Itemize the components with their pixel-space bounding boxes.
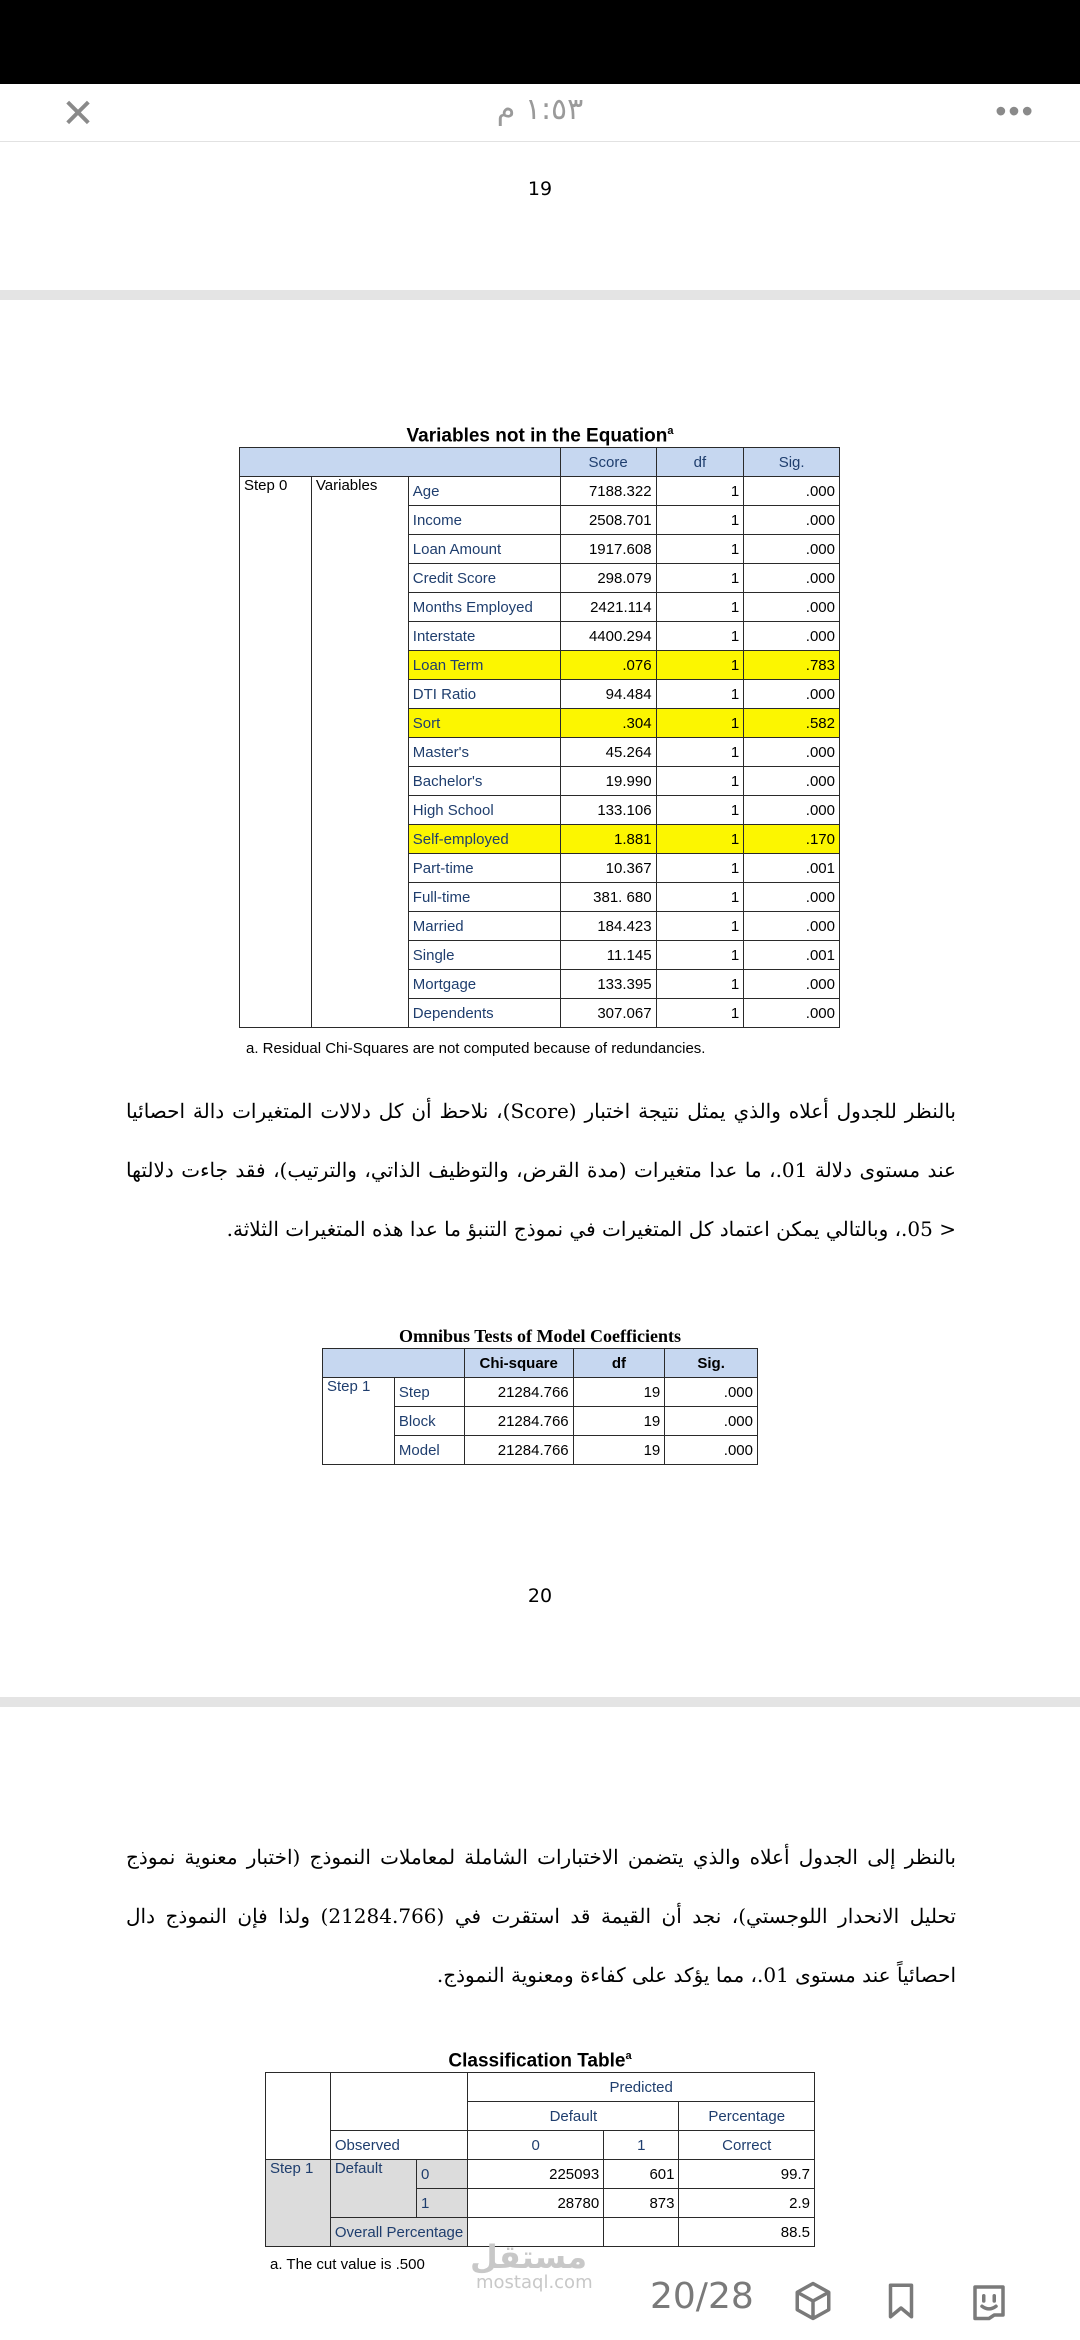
table3-row1-v0: 28780 — [468, 2189, 604, 2218]
variables-table — [239, 447, 840, 1028]
table1-step-label: Step 0 — [240, 477, 312, 1028]
table1-sig: .000 — [744, 564, 840, 593]
time-label: ١:٥٣ م — [496, 92, 584, 127]
table2-chi: 21284.766 — [464, 1378, 573, 1407]
table1-row — [240, 477, 840, 506]
table2-df: 19 — [573, 1436, 665, 1465]
table1-variable-name: Single — [408, 941, 560, 970]
table3-row1-v1: 873 — [604, 2189, 679, 2218]
table1-score: 7188.322 — [560, 477, 656, 506]
table1-df: 1 — [656, 999, 744, 1028]
table1-header-df: df — [656, 448, 744, 477]
page-separator — [0, 290, 1080, 300]
table1-variable-name: Married — [408, 912, 560, 941]
table1-variable-name: Part-time — [408, 854, 560, 883]
table1-df: 1 — [656, 970, 744, 999]
cube-icon[interactable] — [792, 2280, 834, 2322]
table1-df: 1 — [656, 709, 744, 738]
table1-score: 10.367 — [560, 854, 656, 883]
table3-footnote: a. The cut value is .500 — [270, 2256, 425, 2273]
table1-variable-name: Loan Amount — [408, 535, 560, 564]
table1-score: 94.484 — [560, 680, 656, 709]
table1-df: 1 — [656, 680, 744, 709]
table1-variable-name: Income — [408, 506, 560, 535]
table1-sig: .783 — [744, 651, 840, 680]
table1-title — [240, 425, 840, 447]
table1-sig: .000 — [744, 738, 840, 767]
more-options-button[interactable]: ••• — [995, 93, 1035, 129]
table2-row — [323, 1378, 758, 1407]
table3-title-sup: a — [625, 2050, 632, 2062]
table1-score: 45.264 — [560, 738, 656, 767]
table1-score: .304 — [560, 709, 656, 738]
table1-score: 11.145 — [560, 941, 656, 970]
table1-sig: .000 — [744, 477, 840, 506]
table1-title-text: Variables not in the Equation — [406, 425, 668, 447]
table1-variable-name: Dependents — [408, 999, 560, 1028]
table1-df: 1 — [656, 796, 744, 825]
top-toolbar — [0, 84, 1080, 142]
table1-df: 1 — [656, 651, 744, 680]
comment-icon[interactable] — [968, 2280, 1010, 2322]
table1-variable-name: Self-employed — [408, 825, 560, 854]
table1-df: 1 — [656, 883, 744, 912]
table3-corner-b — [330, 2073, 467, 2131]
table1-variable-name: DTI Ratio — [408, 680, 560, 709]
table2-row-name: Step — [394, 1378, 464, 1407]
table1-title-sup: a — [667, 425, 674, 437]
table1-score: 4400.294 — [560, 622, 656, 651]
table1-variable-name: Full-time — [408, 883, 560, 912]
table3-rowgroup: Default — [330, 2160, 416, 2218]
table2-header-row — [323, 1349, 758, 1378]
table1-score: 381. 680 — [560, 883, 656, 912]
table1-variable-name: Age — [408, 477, 560, 506]
table1-score: 307.067 — [560, 999, 656, 1028]
table1-sig: .170 — [744, 825, 840, 854]
close-button[interactable]: ✕ — [61, 92, 95, 136]
table1-df: 1 — [656, 825, 744, 854]
table1-variable-name: Sort — [408, 709, 560, 738]
table1-df: 1 — [656, 912, 744, 941]
table1-footnote: a. Residual Chi-Squares are not computed because of redundancies. — [246, 1040, 706, 1057]
table1-variable-name: Credit Score — [408, 564, 560, 593]
table1-sig: .000 — [744, 680, 840, 709]
table1-score: 133.106 — [560, 796, 656, 825]
table1-sig: .000 — [744, 912, 840, 941]
table3-correct-header: Correct — [679, 2131, 815, 2160]
table2-header-blank — [323, 1349, 465, 1378]
table1-group-label: Variables — [311, 477, 408, 1028]
paragraph-1: بالنظر للجدول أعلاه والذي يمثل نتيجة اختبار (Score)، نلاحظ أن كل دلالات المتغيرات دالة احصائيا عند مستوى دلالة 01.، ما عدا متغيرات (مدة القرض، والتوظيف الذاتي، والترتيب)، فقد جاءت دلالتها < 05.، وبالتالي يمكن اعتماد كل المتغيرات في نموذج التنبؤ ما عدا هذه المتغيرات الثلاثة. — [126, 1099, 956, 1241]
table1-sig: .000 — [744, 622, 840, 651]
table2-row-name: Block — [394, 1407, 464, 1436]
table3-default-header: Default — [468, 2102, 679, 2131]
bookmark-icon[interactable] — [880, 2280, 922, 2322]
table2-header-df: df — [573, 1349, 665, 1378]
table1-sig: .000 — [744, 535, 840, 564]
table2-title: Omnibus Tests of Model Coefficients — [398, 1326, 681, 1346]
watermark-logo: مستقل — [470, 2238, 588, 2276]
table3-title-text: Classification Table — [448, 2050, 626, 2072]
table1-df: 1 — [656, 941, 744, 970]
table1-variable-name: Interstate — [408, 622, 560, 651]
table1-header-score: Score — [560, 448, 656, 477]
table1-header-sig: Sig. — [744, 448, 840, 477]
table2-df: 19 — [573, 1378, 665, 1407]
paragraph-2: بالنظر إلى الجدول أعلاه والذي يتضمن الاختبارات الشاملة لمعاملات النموذج (اختبار معنوية نموذج تحليل الانحدار اللوجستي)، نجد أن القيمة قد استقرت في (21284.766) ولذا فإن النموذج دال احصائياً عند مستوى 01.، مما يؤكد على كفاءة ومعنوية النموذج. — [126, 1845, 956, 1987]
table1-sig: .001 — [744, 854, 840, 883]
table2-step-label: Step 1 — [323, 1378, 395, 1465]
table2-df: 19 — [573, 1407, 665, 1436]
table2-header-sig: Sig. — [665, 1349, 758, 1378]
table1-df: 1 — [656, 477, 744, 506]
table2-sig: .000 — [665, 1407, 758, 1436]
table1-score: 2508.701 — [560, 506, 656, 535]
classification-table — [265, 2072, 815, 2247]
table1-score: 2421.114 — [560, 593, 656, 622]
table1-sig: .000 — [744, 506, 840, 535]
page-counter: 20/28 — [650, 2276, 754, 2317]
table3-overall-pct: 88.5 — [679, 2218, 815, 2247]
table1-score: 19.990 — [560, 767, 656, 796]
table2-row-name: Model — [394, 1436, 464, 1465]
table3-col1: 1 — [604, 2131, 679, 2160]
table1-variable-name: Months Employed — [408, 593, 560, 622]
table1-score: 298.079 — [560, 564, 656, 593]
table1-sig: .000 — [744, 999, 840, 1028]
table2-header-chi: Chi-square — [464, 1349, 573, 1378]
table3-row-observed — [266, 2131, 815, 2160]
table1-df: 1 — [656, 506, 744, 535]
table1-score: 1.881 — [560, 825, 656, 854]
page-number-19: 19 — [527, 178, 553, 200]
table3-row0-v0: 225093 — [468, 2160, 604, 2189]
table3-overall-label: Overall Percentage — [330, 2218, 467, 2247]
table1-df: 1 — [656, 854, 744, 883]
table3-observed: Observed — [330, 2131, 467, 2160]
table1-df: 1 — [656, 622, 744, 651]
table3-overall-v1 — [604, 2218, 679, 2247]
watermark-url: mostaql.com — [476, 2272, 593, 2293]
table1-df: 1 — [656, 738, 744, 767]
table1-variable-name: Loan Term — [408, 651, 560, 680]
table1-score: 184.423 — [560, 912, 656, 941]
table1-variable-name: Master's — [408, 738, 560, 767]
table1-variable-name: Bachelor's — [408, 767, 560, 796]
table3-title — [265, 2050, 815, 2072]
page-separator-2 — [0, 1697, 1080, 1707]
table3-row0-v1: 601 — [604, 2160, 679, 2189]
table1-sig: .000 — [744, 767, 840, 796]
table1-df: 1 — [656, 564, 744, 593]
table3-corner-a — [266, 2073, 331, 2160]
table2-sig: .000 — [665, 1436, 758, 1465]
table1-df: 1 — [656, 535, 744, 564]
table1-sig: .001 — [744, 941, 840, 970]
table1-score: 133.395 — [560, 970, 656, 999]
table3-row0-label: 0 — [416, 2160, 467, 2189]
table3-row1-pct: 2.9 — [679, 2189, 815, 2218]
table1-score: 1917.608 — [560, 535, 656, 564]
table3-step: Step 1 — [266, 2160, 331, 2247]
table1-df: 1 — [656, 593, 744, 622]
table3-row-0 — [266, 2160, 815, 2189]
omnibus-table — [322, 1348, 758, 1465]
table1-df: 1 — [656, 767, 744, 796]
table1-sig: .000 — [744, 970, 840, 999]
table1-header-row — [240, 448, 840, 477]
page-number-20: 20 — [527, 1585, 553, 1607]
table1-sig: .000 — [744, 883, 840, 912]
table3-predicted: Predicted — [468, 2073, 815, 2102]
table3-percentage-header: Percentage — [679, 2102, 815, 2131]
table3-row0-pct: 99.7 — [679, 2160, 815, 2189]
table2-chi: 21284.766 — [464, 1407, 573, 1436]
table1-body — [240, 477, 840, 1028]
status-bar — [0, 0, 1080, 84]
table1-score: .076 — [560, 651, 656, 680]
table3-row1-label: 1 — [416, 2189, 467, 2218]
table3-col0: 0 — [468, 2131, 604, 2160]
table2-body — [323, 1378, 758, 1465]
table1-sig: .000 — [744, 593, 840, 622]
table1-variable-name: Mortgage — [408, 970, 560, 999]
table1-sig: .000 — [744, 796, 840, 825]
table2-chi: 21284.766 — [464, 1436, 573, 1465]
table1-header-blank — [240, 448, 561, 477]
table2-sig: .000 — [665, 1378, 758, 1407]
table1-variable-name: High School — [408, 796, 560, 825]
table1-sig: .582 — [744, 709, 840, 738]
table3-row-predicted — [266, 2073, 815, 2102]
